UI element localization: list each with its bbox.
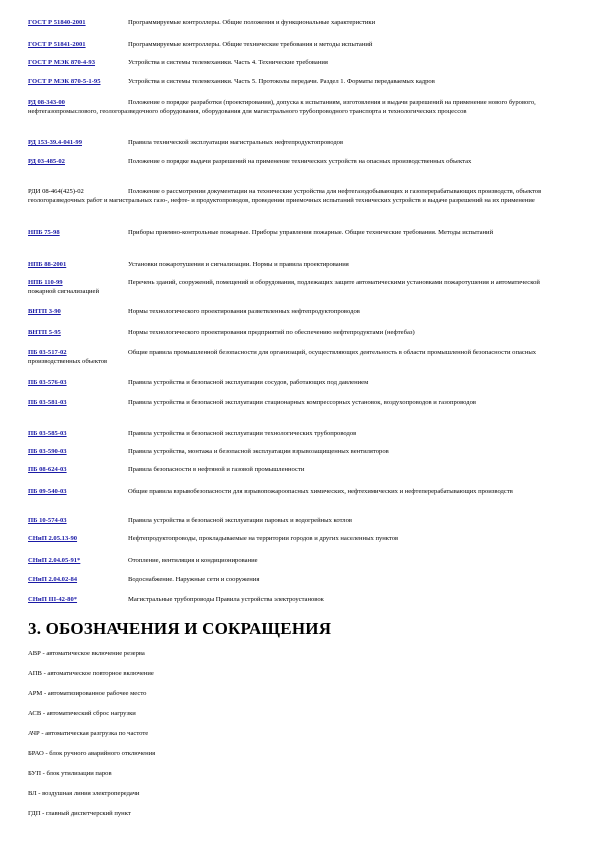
reference-code-link[interactable]: ГОСТ Р 51840-2001 <box>28 19 86 26</box>
reference-item <box>28 466 568 475</box>
reference-description: Нормы технологического проектирования предприятий по обеспечению нефтепродуктами (нефтебаз) <box>128 329 415 336</box>
reference-description: Правила устройства и безопасной эксплуатации технологических трубопроводов <box>128 430 357 437</box>
reference-item <box>28 349 568 366</box>
abbreviation-item: АПВ - автоматическое повторное включение <box>28 670 154 677</box>
reference-item <box>28 448 568 457</box>
reference-description: Устройства и системы телемеханики. Часть 5. Протоколы передачи. Раздел 1. Форматы передаваемых кадров <box>128 78 435 85</box>
section-heading: 3. ОБОЗНАЧЕНИЯ И СОКРАЩЕНИЯ <box>28 619 332 638</box>
reference-description: Общие правила взрывобезопасности для взрывопожароопасных химических, нефтехимических и нефтеперерабатывающих производств <box>128 488 513 495</box>
reference-item <box>28 379 568 388</box>
reference-description: Устройства и системы телемеханики. Часть 4. Технические требования <box>128 59 328 66</box>
reference-item <box>28 279 568 296</box>
reference-item <box>28 535 568 544</box>
reference-description: Правила безопасности в нефтяной и газовой промышленности <box>128 466 305 473</box>
reference-item <box>28 329 568 338</box>
reference-item <box>28 41 568 50</box>
reference-code-link[interactable]: НПБ 88-2001 <box>28 261 67 268</box>
abbreviation-item: АВР - автоматическое включение резерва <box>28 650 145 657</box>
reference-code-link[interactable]: ПБ 10-574-03 <box>28 517 67 524</box>
reference-item <box>28 308 568 317</box>
reference-description: Нормы технологического проектирования разветвленных нефтепродуктопроводов <box>128 308 360 315</box>
reference-code-link[interactable]: СНиП III-42-80* <box>28 596 78 603</box>
reference-description: Правила устройства и безопасной эксплуатации паровых и водогрейных котлов <box>128 517 353 524</box>
reference-code-link[interactable]: ПБ 03-585-03 <box>28 430 67 437</box>
abbreviation-item: АСВ - автоматический сброс нагрузки <box>28 710 136 717</box>
reference-code-link[interactable]: ПБ 03-517-02 <box>28 349 67 356</box>
reference-description: Программируемые контроллеры. Общие технические требования и методы испытаний <box>128 41 373 48</box>
reference-item <box>28 229 568 238</box>
reference-code-link[interactable]: ВНТП 5-95 <box>28 329 61 336</box>
reference-item <box>28 59 568 68</box>
reference-description: Правила технической эксплуатации магистральных нефтепродуктопроводов <box>128 139 344 146</box>
reference-code-link[interactable]: ПБ 03-590-03 <box>28 448 67 455</box>
reference-code-link[interactable]: ВНТП 3-90 <box>28 308 61 315</box>
reference-description: Положение о порядке разработки (проектирования), допуска к испытаниям, изготовления и выдачи разрешений на применение нового бурового, нефтегазопромыслового, геологоразведочного оборудования, оборудования для магистрального трубопроводного транспорта и технологических процессов <box>28 99 536 115</box>
reference-description: Правила устройства, монтажа и безопасной эксплуатации взрывозащищенных вентиляторов <box>128 448 389 455</box>
reference-code-link[interactable]: ПБ 08-624-03 <box>28 466 67 473</box>
reference-item <box>28 158 568 167</box>
reference-item <box>28 19 568 28</box>
reference-description: Нефтепродуктопроводы, прокладываемые на территории городов и других населенных пунктов <box>128 535 399 542</box>
reference-description: Перечень зданий, сооружений, помещений и оборудования, подлежащих защите автоматическими установками пожаротушения и автоматической пожарной сигнализацией <box>28 279 540 295</box>
reference-description: Правила устройства и безопасной эксплуатации стационарных компрессорных установок, воздухопроводов и газопроводов <box>128 399 477 406</box>
reference-description: Отопление, вентиляция и кондиционирование <box>128 557 258 564</box>
abbreviation-item: БРАО - блок ручного аварийного отключения <box>28 750 156 757</box>
reference-item <box>28 557 568 566</box>
reference-item <box>28 188 568 205</box>
reference-code-link[interactable]: РД 03-485-02 <box>28 158 65 165</box>
reference-item <box>28 78 568 87</box>
reference-description: Положение о рассмотрении документации на технические устройства для нефтегазодобывающих и газоперерабатывающих производств, объектов геологоразведочных работ и магистральных газо-, нефте- и продуктопроводов, проведении приемочных испытаний технических устройств и выдаче разрешений на их применение <box>28 188 542 204</box>
abbreviation-item: АРМ - автоматизированное рабочее место <box>28 690 147 697</box>
reference-description: Общие правила промышленной безопасности для организаций, осуществляющих деятельность в области промышленной безопасности опасных производственных объектов <box>28 349 537 365</box>
reference-item <box>28 488 568 497</box>
reference-code-link[interactable]: СНиП 2.05.13-90 <box>28 535 78 542</box>
reference-description: Водоснабжение. Наружные сети и сооружения <box>128 576 260 583</box>
reference-code-link[interactable]: ПБ 03-576-03 <box>28 379 67 386</box>
reference-code-link[interactable]: СНиП 2.04.02-84 <box>28 576 78 583</box>
reference-description: Правила устройства и безопасной эксплуатации сосудов, работающих под давлением <box>128 379 369 386</box>
abbreviation-item: БУП - блок утилизации паров <box>28 770 112 777</box>
reference-code-link[interactable]: РД 153-39.4-041-99 <box>28 139 83 146</box>
reference-code-link[interactable]: ГОСТ Р МЭК 870-4-93 <box>28 59 96 66</box>
reference-code-link[interactable]: РД 08-343-00 <box>28 99 65 106</box>
reference-item <box>28 596 568 605</box>
reference-item <box>28 139 568 148</box>
reference-code-link[interactable]: ГОСТ Р МЭК 870-5-1-95 <box>28 78 101 85</box>
reference-item <box>28 399 568 408</box>
reference-description: Установки пожаротушения и сигнализации. Нормы и правила проектирования <box>128 261 349 268</box>
reference-item <box>28 99 568 116</box>
abbreviation-item: АЧР - автоматическая разгрузка по частоте <box>28 730 149 737</box>
reference-description: Приборы приемно-контрольные пожарные. Приборы управления пожарные. Общие технические требования. Методы испытаний <box>128 229 494 236</box>
reference-code-link[interactable]: ПБ 03-581-03 <box>28 399 67 406</box>
abbreviation-item: ВЛ - воздушная линия электропередачи <box>28 790 140 797</box>
reference-code-link[interactable]: ГОСТ Р 51841-2001 <box>28 41 86 48</box>
reference-code-link[interactable]: ПБ 09-540-03 <box>28 488 67 495</box>
reference-code-link[interactable]: НПБ 75-98 <box>28 229 60 236</box>
reference-code-link[interactable]: СНиП 2.04.05-91* <box>28 557 81 564</box>
reference-item <box>28 261 568 270</box>
reference-item <box>28 517 568 526</box>
reference-item <box>28 430 568 439</box>
reference-description: Программируемые контроллеры. Общие положения и функциональные характеристики <box>128 19 376 26</box>
reference-description: Магистральные трубопроводы Правила устройства электроустановок <box>128 596 324 603</box>
reference-item <box>28 576 568 585</box>
reference-description: Положение о порядке выдачи разрешений на применение технических устройств на опасных производственных объектах <box>128 158 472 165</box>
abbreviation-item: ГДП - главный диспетчерский пункт <box>28 810 131 817</box>
reference-code: РДИ 08-464(425)-02 <box>28 188 84 195</box>
reference-code-link[interactable]: НПБ 110-99 <box>28 279 63 286</box>
